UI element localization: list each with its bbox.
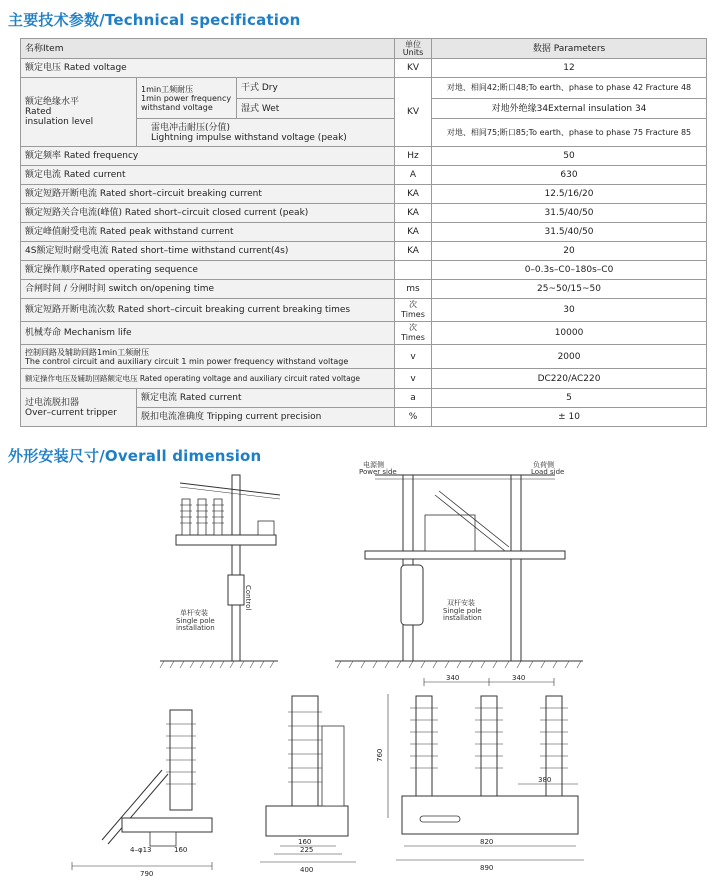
row-unit: v (395, 345, 432, 369)
row-label: 控制回路及辅助回路1min工频耐压 The control circuit and auxiliary circuit 1 min power frequency withstand voltage (21, 345, 395, 369)
row-value: 5 (432, 389, 707, 408)
dim-340b: 340 (512, 674, 526, 682)
row-value: 50 (432, 147, 707, 166)
spec-table (20, 38, 707, 427)
insulation-lightning-label: 雷电冲击耐压(分值) Lightning impulse withstand voltage (peak) (137, 119, 395, 147)
table-row (21, 389, 707, 408)
row-unit: A (395, 166, 432, 185)
row-label: 额定电压 Rated voltage (21, 59, 395, 78)
header-units: 单位 Units (395, 39, 432, 59)
table-row (21, 261, 707, 280)
insulation-1min-label: 1min工频耐压 1min power frequency withstand voltage (137, 78, 237, 119)
row-value: 30 (432, 299, 707, 322)
row-value: 12 (432, 59, 707, 78)
row-unit: % (395, 408, 432, 427)
row-value: 31.5/40/50 (432, 204, 707, 223)
insulation-label: 额定绝缘水平 Rated insulation level (21, 78, 137, 147)
row-label: 额定电流 Rated current (21, 166, 395, 185)
row-unit: ms (395, 280, 432, 299)
row-value: 10000 (432, 322, 707, 345)
insulation-wet-value: 对地外绝缘34External insulation 34 (432, 99, 707, 119)
row-label: 4S额定短时耐受电流 Rated short–time withstand current(4s) (21, 242, 395, 261)
table-row (21, 204, 707, 223)
table-row (21, 369, 707, 389)
insulation-wet-label: 湿式 Wet (237, 99, 395, 119)
dim-760: 760 (376, 748, 384, 762)
table-row (21, 166, 707, 185)
header-params: 数据 Parameters (432, 39, 707, 59)
three-phase-view-drawing (378, 672, 598, 880)
row-unit: v (395, 369, 432, 389)
spec-section-title: 主要技术参数/Technical specification (8, 11, 301, 29)
dim-160a: 160 (174, 846, 188, 854)
side-view-drawing (62, 700, 222, 880)
power-side-en: Power side (359, 468, 397, 476)
row-value: 12.5/16/20 (432, 185, 707, 204)
single-pole-en: Single pole installation (176, 617, 215, 632)
table-row (21, 78, 707, 99)
double-pole-drawing (335, 455, 585, 670)
table-row (21, 59, 707, 78)
row-unit: KA (395, 185, 432, 204)
tripper-rated-current-label: 额定电流 Rated current (137, 389, 395, 408)
row-unit: KA (395, 242, 432, 261)
row-value: 20 (432, 242, 707, 261)
dim-400: 400 (300, 866, 314, 874)
row-label: 额定频率 Rated frequency (21, 147, 395, 166)
single-pole-cn: 单杆安装 (180, 609, 208, 617)
row-value: 25~50/15~50 (432, 280, 707, 299)
row-unit: a (395, 389, 432, 408)
front-view-drawing (252, 686, 362, 880)
row-unit: KV (395, 59, 432, 78)
row-value: ± 10 (432, 408, 707, 427)
double-pole-en: Single pole installation (443, 607, 482, 622)
tripper-precision-label: 脱扣电流准确度 Tripping current precision (137, 408, 395, 427)
double-pole-cn: 双杆安装 (447, 599, 475, 607)
row-value: 630 (432, 166, 707, 185)
table-header-row (21, 39, 707, 59)
row-unit: KA (395, 204, 432, 223)
row-label: 机械寿命 Mechanism life (21, 322, 395, 345)
row-value: DC220/AC220 (432, 369, 707, 389)
row-label: 额定峰值耐受电流 Rated peak withstand current (21, 223, 395, 242)
dim-160b: 160 (298, 838, 312, 846)
dim-820: 820 (480, 838, 494, 846)
dimension-section-title: 外形安装尺寸/Overall dimension (8, 447, 262, 465)
dim-340a: 340 (446, 674, 460, 682)
dim-225: 225 (300, 846, 314, 854)
row-value: 0–0.3s–C0–180s–C0 (432, 261, 707, 280)
row-unit (395, 261, 432, 280)
row-label: 额定短路开断电流 Rated short–circuit breaking current (21, 185, 395, 204)
single-pole-drawing (160, 465, 300, 670)
load-side-cn: 负荷侧 (533, 461, 554, 469)
control-label: Control (244, 585, 252, 611)
header-item: 名称Item (21, 39, 395, 59)
table-row (21, 322, 707, 345)
row-value: 31.5/40/50 (432, 223, 707, 242)
dim-380: 380 (538, 776, 552, 784)
tripper-label: 过电流脱扣器 Over–current tripper (21, 389, 137, 427)
table-row (21, 345, 707, 369)
insulation-dry-label: 干式 Dry (237, 78, 395, 99)
row-value: 2000 (432, 345, 707, 369)
insulation-unit: KV (395, 78, 432, 147)
table-row (21, 185, 707, 204)
row-label: 合闸时间 / 分闸时间 switch on/opening time (21, 280, 395, 299)
table-row (21, 299, 707, 322)
table-row (21, 147, 707, 166)
dim-890: 890 (480, 864, 494, 872)
table-row (21, 280, 707, 299)
insulation-lightning-value: 对地、相间75;断口85;To earth、phase to phase 75 Fracture 85 (432, 119, 707, 147)
row-unit: 次Times (395, 322, 432, 345)
table-row (21, 223, 707, 242)
row-unit: KA (395, 223, 432, 242)
row-unit: 次Times (395, 299, 432, 322)
row-label: 额定操作顺序Rated operating sequence (21, 261, 395, 280)
dim-4phi13: 4–φ13 (130, 846, 152, 854)
row-label: 额定短路关合电流(峰值) Rated short–circuit closed current (peak) (21, 204, 395, 223)
power-side-cn: 电源侧 (363, 461, 384, 469)
row-label: 额定短路开断电流次数 Rated short–circuit breaking current breaking times (21, 299, 395, 322)
insulation-dry-value: 对地、相间42;断口48;To earth、phase to phase 42 Fracture 48 (432, 78, 707, 99)
row-unit: Hz (395, 147, 432, 166)
row-label: 额定操作电压及辅助回路额定电压 Rated operating voltage and auxiliary circuit rated voltage (21, 369, 395, 389)
dim-790: 790 (140, 870, 154, 878)
load-side-en: Load side (531, 468, 565, 476)
table-row (21, 242, 707, 261)
